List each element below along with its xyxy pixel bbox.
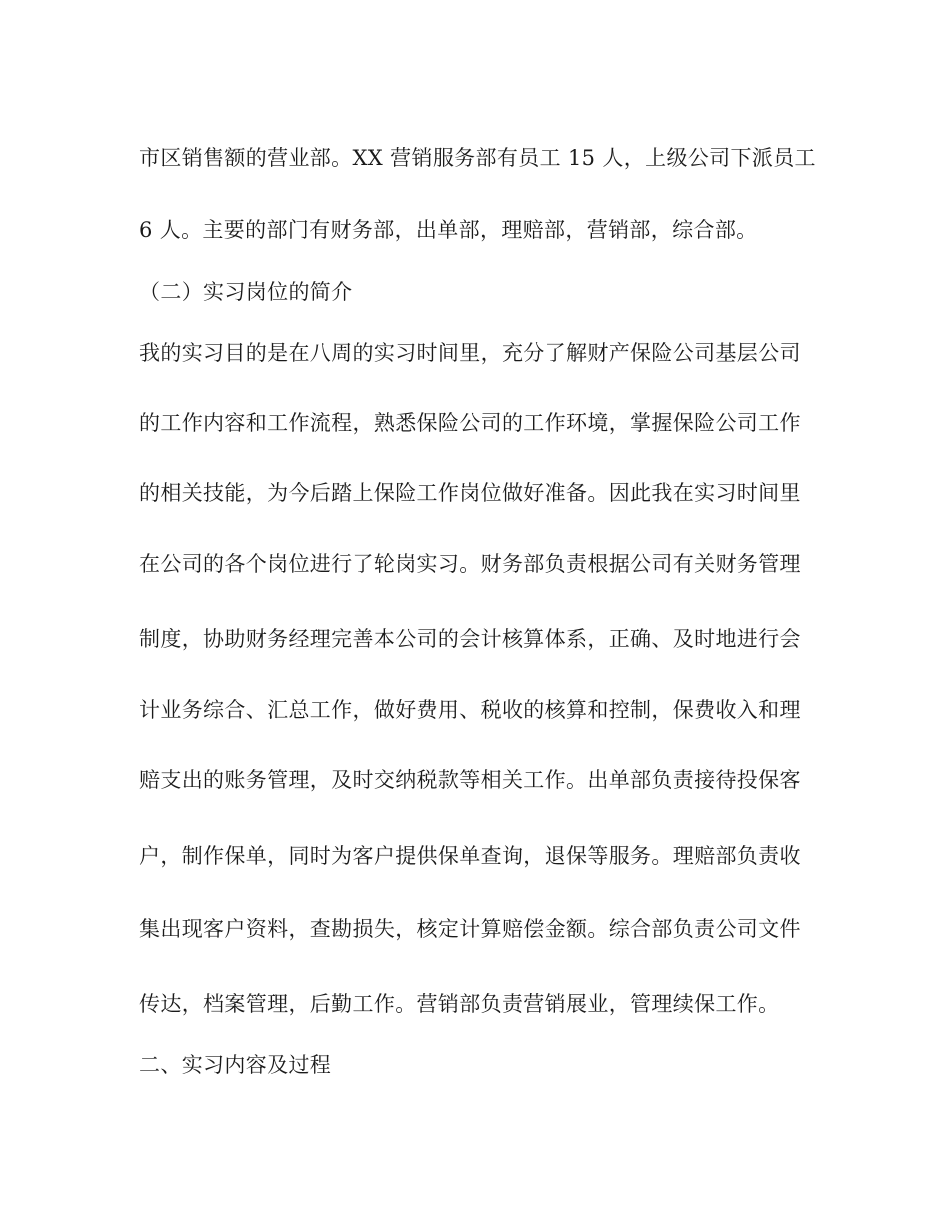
paragraph-line: 制度，协助财务经理完善本公司的会计核算体系，正确、及时地进行会 (139, 627, 801, 651)
paragraph-line: 计业务综合、汇总工作，做好费用、税收的核算和控制，保费收入和理 (139, 698, 801, 722)
paragraph-line: 集出现客户资料，查勘损失，核定计算赔偿金额。综合部负责公司文件 (139, 917, 801, 941)
paragraph-line: 的工作内容和工作流程，熟悉保险公司的工作环境，掌握保险公司工作 (139, 411, 801, 435)
section-heading-subsection: （二）实习岗位的简介 (139, 280, 353, 304)
paragraph-line: 在公司的各个岗位进行了轮岗实习。财务部负责根据公司有关财务管理 (139, 552, 801, 576)
paragraph-line: 我的实习目的是在八周的实习时间里，充分了解财产保险公司基层公司 (139, 341, 801, 365)
paragraph-line: 市区销售额的营业部。XX 营销服务部有员工 15 人，上级公司下派员工 (139, 146, 816, 170)
paragraph-line: 户，制作保单，同时为客户提供保单查询，退保等服务。理赔部负责收 (139, 844, 801, 868)
section-heading-main: 二、实习内容及过程 (139, 1053, 332, 1077)
paragraph-line: 赔支出的账务管理，及时交纳税款等相关工作。出单部负责接待投保客 (139, 768, 801, 792)
paragraph-line: 传达，档案管理，后勤工作。营销部负责营销展业，管理续保工作。 (139, 992, 780, 1016)
paragraph-line: 的相关技能，为今后踏上保险工作岗位做好准备。因此我在实习时间里 (139, 481, 801, 505)
paragraph-line: 6 人。主要的部门有财务部，出单部，理赔部，营销部，综合部。 (139, 218, 758, 242)
